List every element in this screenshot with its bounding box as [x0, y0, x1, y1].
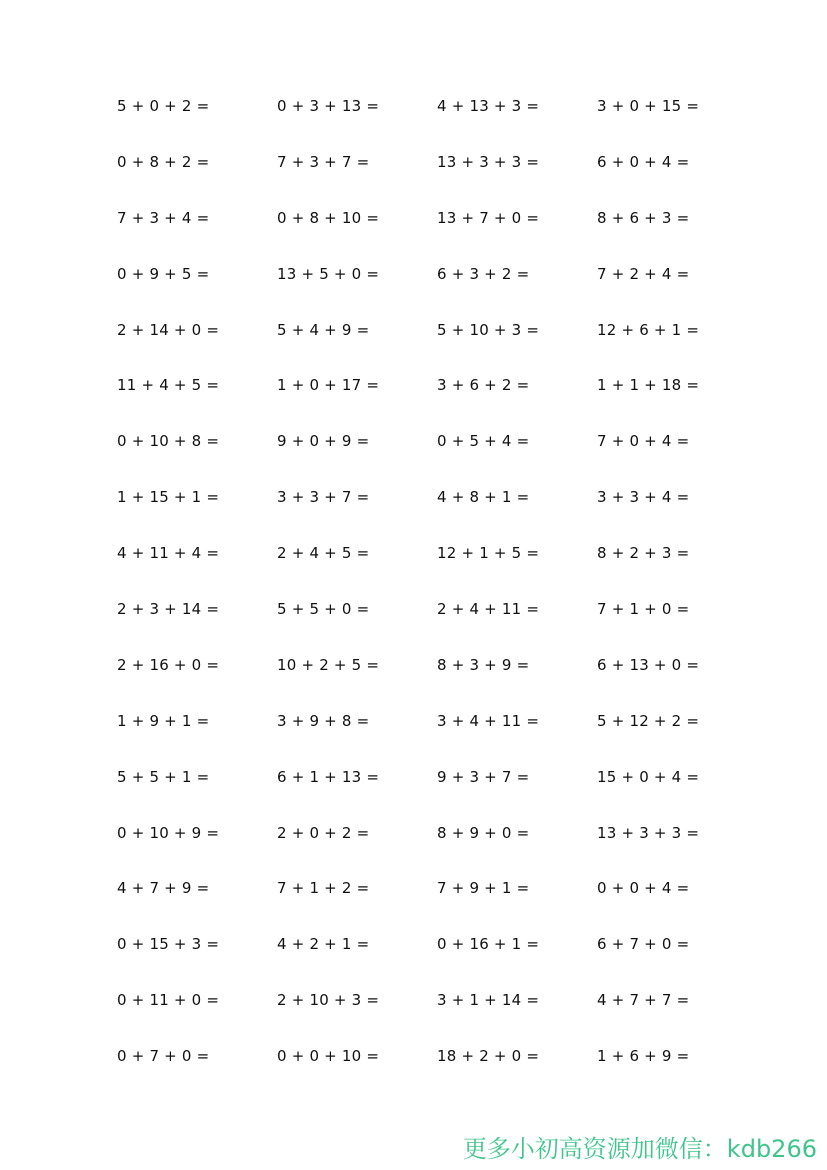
math-problem: 5 + 10 + 3 =	[437, 320, 540, 339]
math-problem: 6 + 3 + 2 =	[437, 264, 530, 283]
math-problem: 0 + 5 + 4 =	[437, 432, 530, 451]
math-problem: 5 + 4 + 9 =	[277, 320, 370, 339]
math-problem: 9 + 0 + 9 =	[277, 432, 370, 451]
math-problem: 1 + 1 + 18 =	[597, 376, 700, 395]
math-problem: 0 + 7 + 0 =	[117, 1047, 210, 1066]
math-problem: 2 + 0 + 2 =	[277, 823, 370, 842]
math-problem: 2 + 3 + 14 =	[117, 600, 220, 619]
math-problem: 4 + 2 + 1 =	[277, 935, 370, 954]
math-problem: 13 + 5 + 0 =	[277, 264, 380, 283]
math-problem: 0 + 10 + 9 =	[117, 823, 220, 842]
math-problem: 0 + 16 + 1 =	[437, 935, 540, 954]
math-problem: 2 + 14 + 0 =	[117, 320, 220, 339]
math-problem: 1 + 9 + 1 =	[117, 711, 210, 730]
math-problem: 0 + 9 + 5 =	[117, 264, 210, 283]
math-problem: 7 + 3 + 7 =	[277, 152, 370, 171]
math-problem: 11 + 4 + 5 =	[117, 376, 220, 395]
math-problem: 2 + 4 + 5 =	[277, 544, 370, 563]
math-problem: 9 + 3 + 7 =	[437, 767, 530, 786]
math-problem: 6 + 1 + 13 =	[277, 767, 380, 786]
math-problem: 3 + 1 + 14 =	[437, 991, 540, 1010]
math-problem: 2 + 16 + 0 =	[117, 655, 220, 674]
math-problem: 0 + 8 + 10 =	[277, 208, 380, 227]
math-problem: 13 + 3 + 3 =	[437, 152, 540, 171]
math-problem: 0 + 8 + 2 =	[117, 152, 210, 171]
math-problem: 4 + 11 + 4 =	[117, 544, 220, 563]
math-problem: 6 + 0 + 4 =	[597, 152, 690, 171]
math-problem: 7 + 1 + 0 =	[597, 600, 690, 619]
math-problem: 1 + 15 + 1 =	[117, 488, 220, 507]
math-problem: 6 + 7 + 0 =	[597, 935, 690, 954]
math-problem: 6 + 13 + 0 =	[597, 655, 700, 674]
math-problem: 8 + 6 + 3 =	[597, 208, 690, 227]
math-problem: 2 + 4 + 11 =	[437, 600, 540, 619]
math-problem: 4 + 13 + 3 =	[437, 97, 540, 115]
footer-watermark: 更多小初高资源加微信：kdb266	[462, 1135, 817, 1163]
math-problem: 3 + 3 + 7 =	[277, 488, 370, 507]
math-problem: 10 + 2 + 5 =	[277, 655, 380, 674]
math-problem: 3 + 9 + 8 =	[277, 711, 370, 730]
math-problem: 12 + 1 + 5 =	[437, 544, 540, 563]
math-problem: 7 + 3 + 4 =	[117, 208, 210, 227]
math-problem: 7 + 0 + 4 =	[597, 432, 690, 451]
math-problem: 3 + 0 + 15 =	[597, 97, 700, 115]
math-problem: 8 + 3 + 9 =	[437, 655, 530, 674]
math-problem: 15 + 0 + 4 =	[597, 767, 700, 786]
math-problem: 7 + 1 + 2 =	[277, 879, 370, 898]
math-problem: 8 + 9 + 0 =	[437, 823, 530, 842]
math-problem: 0 + 0 + 4 =	[597, 879, 690, 898]
math-problem: 13 + 7 + 0 =	[437, 208, 540, 227]
math-problem: 4 + 7 + 7 =	[597, 991, 690, 1010]
math-problem: 7 + 2 + 4 =	[597, 264, 690, 283]
math-problem: 1 + 0 + 17 =	[277, 376, 380, 395]
math-problem: 5 + 12 + 2 =	[597, 711, 700, 730]
math-problem: 7 + 9 + 1 =	[437, 879, 530, 898]
math-problem: 0 + 10 + 8 =	[117, 432, 220, 451]
math-problem: 12 + 6 + 1 =	[597, 320, 700, 339]
math-problem: 0 + 15 + 3 =	[117, 935, 220, 954]
math-problem: 4 + 8 + 1 =	[437, 488, 530, 507]
math-problem: 3 + 3 + 4 =	[597, 488, 690, 507]
math-problem: 2 + 10 + 3 =	[277, 991, 380, 1010]
math-problem: 4 + 7 + 9 =	[117, 879, 210, 898]
math-problem: 8 + 2 + 3 =	[597, 544, 690, 563]
math-problem: 0 + 11 + 0 =	[117, 991, 220, 1010]
math-problem: 5 + 5 + 0 =	[277, 600, 370, 619]
math-problem: 18 + 2 + 0 =	[437, 1047, 540, 1066]
math-problem: 1 + 6 + 9 =	[597, 1047, 690, 1066]
math-problem: 3 + 4 + 11 =	[437, 711, 540, 730]
math-problem: 0 + 0 + 10 =	[277, 1047, 380, 1066]
math-problem: 0 + 3 + 13 =	[277, 97, 380, 115]
math-problem: 5 + 5 + 1 =	[117, 767, 210, 786]
math-problem: 5 + 0 + 2 =	[117, 97, 210, 115]
problem-grid	[117, 94, 777, 1100]
math-problem: 3 + 6 + 2 =	[437, 376, 530, 395]
math-problem: 13 + 3 + 3 =	[597, 823, 700, 842]
